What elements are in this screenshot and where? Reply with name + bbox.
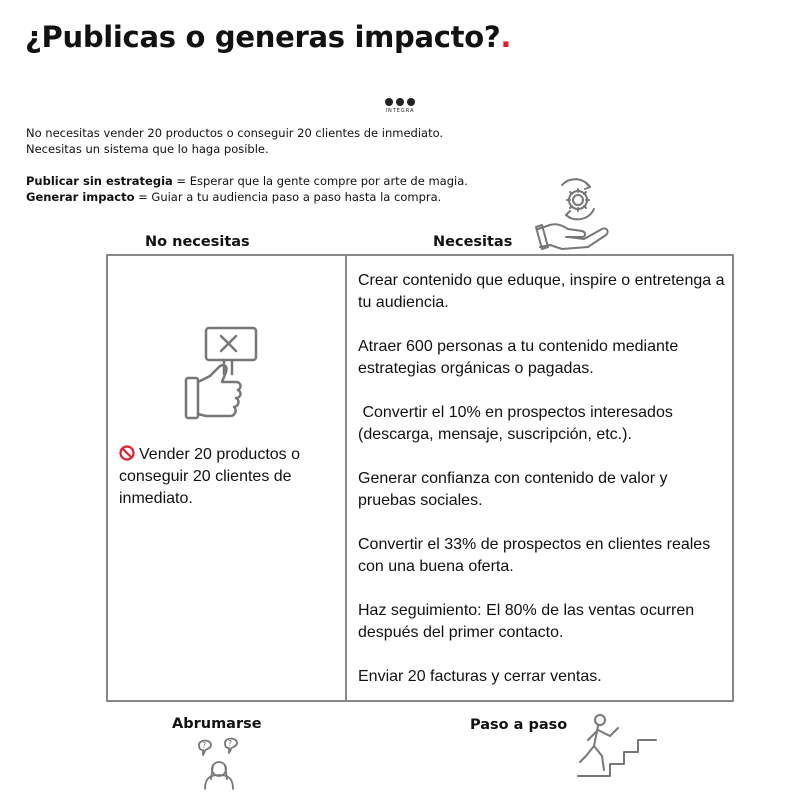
need-item: Haz seguimiento: El 80% de las ventas ocurren después del primer contacto. bbox=[358, 602, 699, 641]
table-divider bbox=[345, 256, 347, 700]
stressed-person-icon bbox=[195, 735, 255, 790]
footer-label-paso-a-paso: Paso a paso bbox=[470, 717, 568, 733]
publicar-line bbox=[26, 173, 586, 189]
publicar-label: Publicar sin estrategia bbox=[26, 174, 173, 188]
generar-line bbox=[26, 189, 586, 205]
title-accent-dot: . bbox=[500, 20, 512, 54]
logo-dots bbox=[380, 98, 420, 106]
need-item: Convertir el 33% de prospectos en clientes reales con una buena oferta. bbox=[358, 536, 715, 575]
need-item: Crear contenido que eduque, inspire o entretenga a tu audiencia. bbox=[358, 272, 729, 311]
need-item: Generar confianza con contenido de valor y pruebas sociales. bbox=[358, 470, 672, 509]
intro-text bbox=[26, 125, 586, 205]
need-item: Convertir el 10% en prospectos interesados (descarga, mensaje, suscripción, etc.). bbox=[358, 404, 678, 443]
footer-label-abrumarse: Abrumarse bbox=[172, 716, 262, 732]
prohibited-icon bbox=[119, 445, 135, 461]
svg-text:?: ? bbox=[202, 741, 207, 750]
intro-line-1: No necesitas vender 20 productos o conseguir 20 clientes de inmediato. bbox=[26, 126, 444, 140]
generar-text: = Guiar a tu audiencia paso a paso hasta la compra. bbox=[134, 190, 442, 204]
right-cell bbox=[358, 270, 728, 688]
intro-line-2: Necesitas un sistema que lo haga posible. bbox=[26, 142, 269, 156]
left-column-header: No necesitas bbox=[145, 234, 250, 250]
left-cell bbox=[119, 444, 329, 510]
svg-text:?: ? bbox=[228, 739, 233, 748]
need-item: Enviar 20 facturas y cerrar ventas. bbox=[358, 668, 602, 685]
right-column-header: Necesitas bbox=[433, 234, 513, 250]
need-item: Atraer 600 personas a tu contenido mediante estrategias orgánicas o pagadas. bbox=[358, 338, 683, 377]
thumbs-up-x-sign-icon bbox=[184, 326, 260, 422]
logo-brand: INTEGRA bbox=[385, 108, 415, 114]
climbing-stairs-icon bbox=[574, 712, 660, 778]
publicar-text: = Esperar que la gente compre por arte de magia. bbox=[172, 174, 468, 188]
comparison-table bbox=[106, 254, 734, 702]
gear-hand-icon bbox=[532, 175, 612, 253]
left-cell-text: Vender 20 productos o conseguir 20 clientes de inmediato. bbox=[119, 446, 301, 507]
page-title bbox=[25, 20, 511, 54]
title-text: ¿Publicas o generas impacto? bbox=[25, 20, 501, 54]
integra-logo bbox=[380, 98, 420, 114]
generar-label: Generar impacto bbox=[26, 190, 135, 204]
